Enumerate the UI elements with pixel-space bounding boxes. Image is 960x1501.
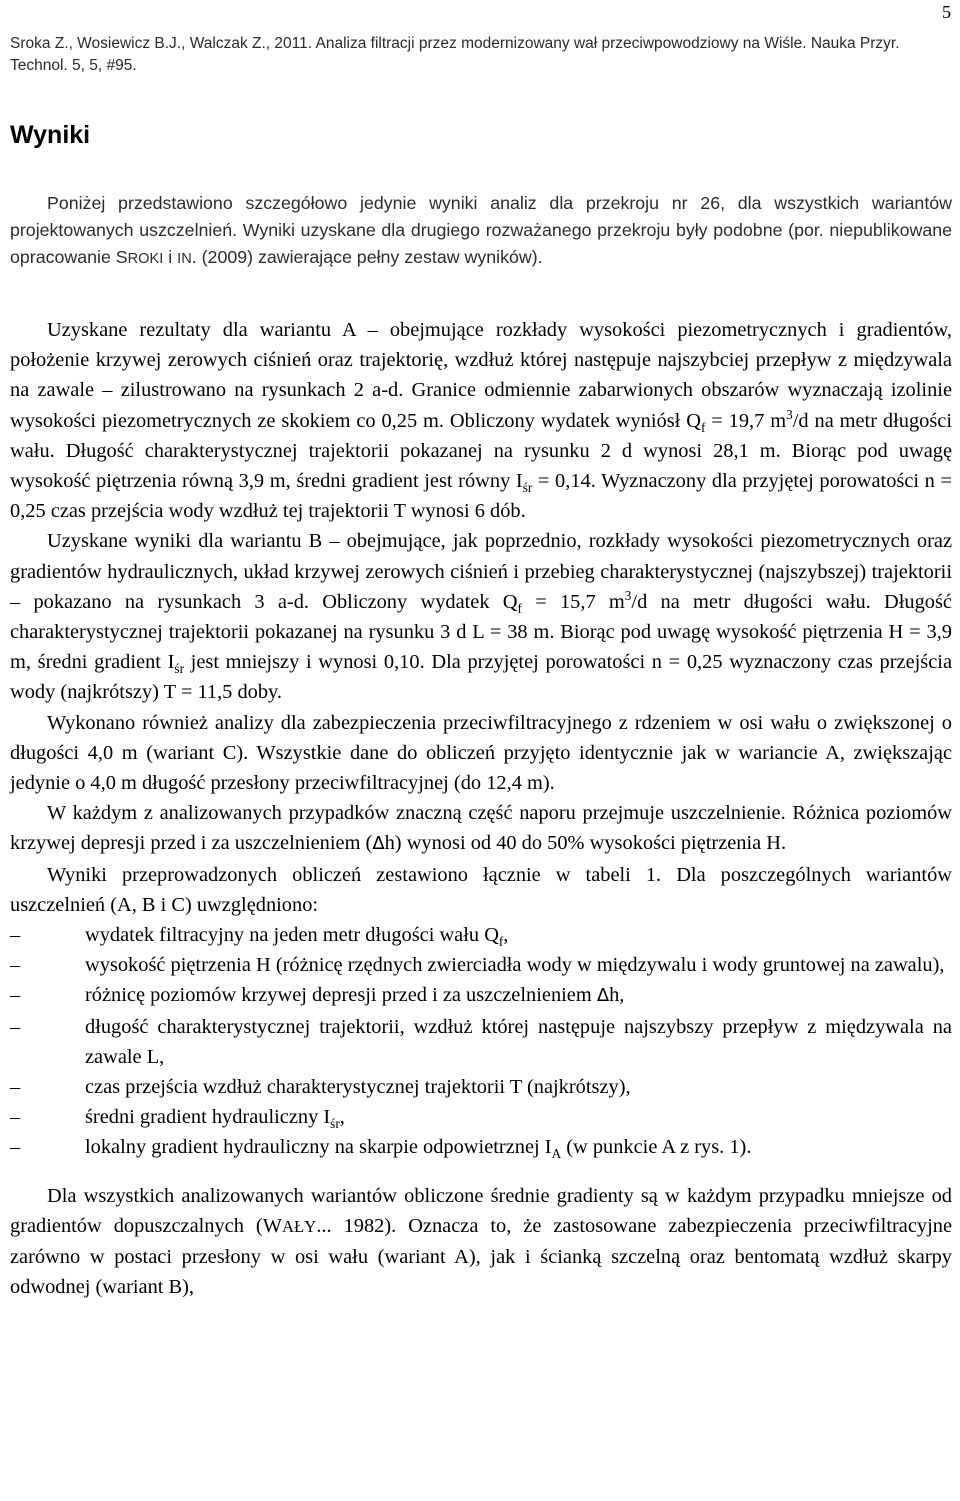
intro-paragraph: Poniżej przedstawiono szczegółowo jedynie wyniki analiz dla przekroju nr 26, dla wszystkich wariantów projektowanych uszczelnień. Wyniki uzyskane dla drugiego rozważanego przekroju były podobne (por. niepublikowane opracowanie SROKI i IN. (2009) zawierające pełny zestaw wyników).	[10, 193, 952, 267]
summary-intro-paragraph: Wyniki przeprowadzonych obliczeń zestawiono łącznie w tabeli 1. Dla poszczególnych wariantów uszczelnień (A, B i C) uwzględniono:	[10, 863, 952, 916]
results-body	[10, 315, 952, 1303]
variant-b-paragraph: Uzyskane wyniki dla wariantu B – obejmujące, jak poprzednio, rozkłady wysokości piezometrycznych oraz gradientów hydraulicznych, układ krzywej zerowych ciśnień i przebieg charakterystycznej (najszybszej) trajektorii – pokazano na rysunkach 3 a-d. Obliczony wydatek $Q_f = 15,7$ $m^3/d$ na metr długości wału. Długość charakterystycznej trajektorii pokazanej na rysunku 3 d L = 38 m. Biorąc pod uwagę wysokość piętrzenia H = 3,9 m, średni gradient $I_{śr}$ jest mniejszy i wynosi 0,10. Dla przyjętej porowatości n = 0,25 wyznaczony czas przejścia wody (najkrótszy) T = 11,5 doby.	[10, 530, 952, 704]
conclusion-paragraph: Dla wszystkich analizowanych wariantów obliczone średnie gradienty są w każdym przypadku mniejsze od gradientów dopuszczalnych (WAŁY... 1982). Oznacza to, że zastosowane zabezpieczenia przeciwfiltracyjne zarówno w postaci przesłony w osi wału (wariant A), jak i ścianką szczelną oraz bentomatą wzdłuż skarpy odwodnej (wariant B),	[10, 1184, 953, 1299]
list-item: – wydatek filtracyjny na jeden metr długości wału $Q_f$,	[10, 924, 509, 950]
citation-header: Sroka Z., Wosiewicz B.J., Walczak Z., 2011. Analiza filtracji przez modernizowany wał przeciwpowodziowy na Wiśle. Nauka Przyr. Technol. 5, 5, #95.	[10, 35, 900, 74]
list-item: – średni gradient hydrauliczny $I_{śr}$,	[10, 1106, 345, 1132]
parameter-list	[10, 920, 952, 1163]
list-item: – lokalny gradient hydrauliczny na skarpie odpowietrznej $I_A$ (w punkcie A z rys. 1).	[10, 1136, 752, 1162]
list-item: – wysokość piętrzenia H (różnicę rzędnych zwierciadła wody w międzywalu i wody gruntowej na zawalu),	[10, 954, 945, 977]
list-item: – długość charakterystycznej trajektorii, wzdłuż której następuje najszybszy przepływ z międzywala na zawale L,	[10, 1015, 952, 1068]
variant-c-paragraph: Wykonano również analizy dla zabezpieczenia przeciwfiltracyjnego z rdzeniem w osi wału o zwiększonej o długości 4,0 m (wariant C). Wszystkie dane do obliczeń przyjęto identycznie jak w wariancie A, zwiększając jedynie o 4,0 m długość przesłony przeciwfiltracyjnej (do 12,4 m).	[10, 711, 952, 795]
section-title: Wyniki	[10, 121, 91, 149]
page-number: 5	[942, 2, 951, 22]
each-case-paragraph: W każdym z analizowanych przypadków znaczną część naporu przejmuje uszczelnienie. Różnica poziomów krzywej depresji przed i za uszczelnieniem (Δh) wynosi od 40 do 50% wysokości piętrzenia H.	[10, 802, 952, 855]
intro-block	[10, 190, 952, 273]
variant-a-paragraph: Uzyskane rezultaty dla wariantu A – obejmujące rozkłady wysokości piezometrycznych i gradientów, położenie krzywej zerowych ciśnień oraz trajektorię, wzdłuż której następuje najszybciej przepływ z międzywala na zawale – zilustrowano na rysunkach 2 a-d. Granice odmiennie zabarwionych obszarów wyznaczają izolinie wysokości piezometrycznych ze skokiem co 0,25 m. Obliczony wydatek wyniósł $Q_f = 19,7$ $m^3/d$ na metr długości wału. Długość charakterystycznej trajektorii pokazanej na rysunku 2 d wynosi 28,1 m. Biorąc pod uwagę wysokość piętrzenia równą 3,9 m, średni gradient jest równy $I_{śr} = 0,14$. Wyznaczony dla przyjętej porowatości n = 0,25 czas przejścia wody wzdłuż tej trajektorii T wynosi 6 dób.	[10, 319, 952, 523]
list-item: – różnicę poziomów krzywej depresji przed i za uszczelnieniem Δh,	[10, 984, 625, 1007]
list-item: – czas przejścia wzdłuż charakterystycznej trajektorii T (najkrótszy),	[10, 1076, 631, 1099]
